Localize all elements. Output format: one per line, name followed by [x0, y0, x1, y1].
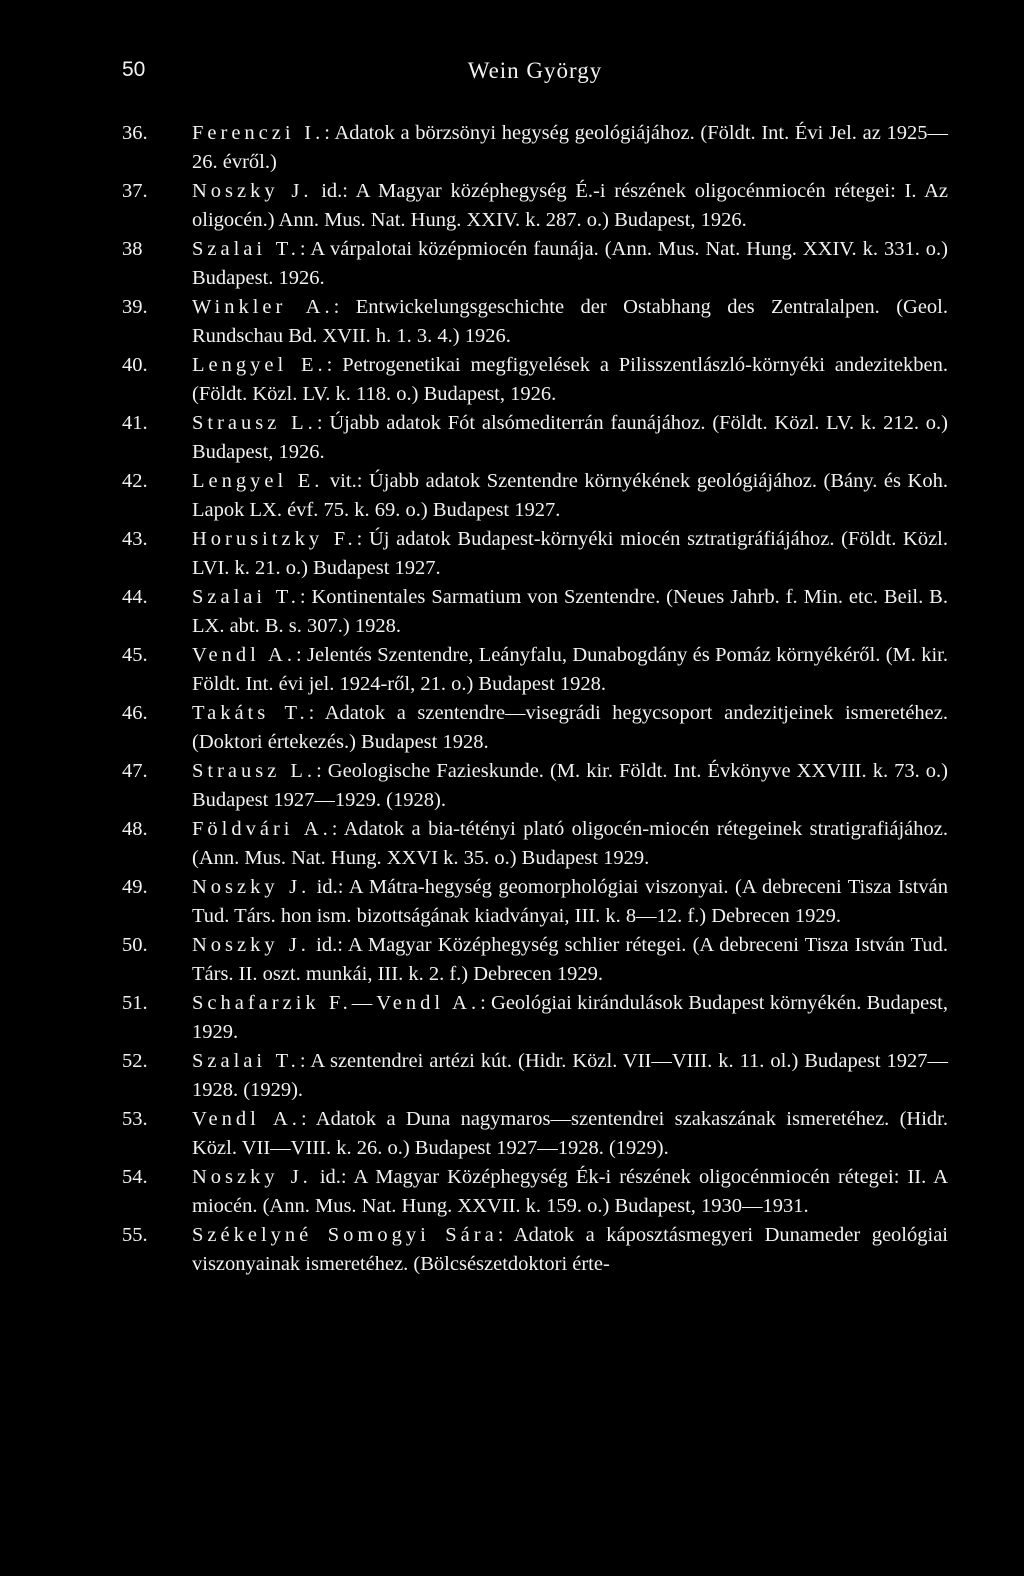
- bibliography-entry: [122, 1105, 948, 1163]
- entry-author: Takáts T.: [192, 702, 309, 724]
- entry-text: id.: A Magyar középhegység É.-i részének oligocénmiocén rétegei: I. Az oligocén.) Ann. Mus. Nat. Hung. XXIV. k. 287. o.) Budapest, 1926.: [192, 180, 949, 231]
- entry-text: vit.: Újabb adatok Szentendre környékének geológiájához. (Bány. és Koh. Lapok LX. évf. 75. k. 69. o.) Budapest 1927.: [192, 470, 948, 521]
- entry-text: : Geologische Fazieskunde. (M. kir. Földt. Int. Évkönyve XXVIII. k. 73. o.) Budapest 1927—1929. (1928).: [192, 760, 948, 811]
- entry-number: 38: [122, 238, 143, 260]
- bibliography-entry: [122, 119, 948, 177]
- bibliography-entry: [122, 699, 948, 757]
- bibliography-entry: [122, 757, 948, 815]
- entry-author: Szalai T.: [192, 1050, 300, 1072]
- entry-text: : Adatok a Duna nagymaros—szentendrei szakaszának ismeretéhez. (Hidr. Közl. VII—VIII. k. 26. o.) Budapest 1927—1928. (1929).: [192, 1108, 948, 1159]
- page-number: 50: [122, 58, 146, 81]
- entry-text: : A várpalotai középmiocén faunája. (Ann. Mus. Nat. Hung. XXIV. k. 331. o.) Budapest. 1926.: [192, 238, 948, 289]
- entry-author: Lengyel E.: [192, 354, 327, 376]
- entry-author: Strausz L.: [192, 760, 317, 782]
- entry-text: : Adatok a bia-tétényi plató oligocén-miocén rétegeinek stratigrafiájához. (Ann. Mus. Nat. Hung. XXVI k. 35. o.) Budapest 1929.: [192, 818, 948, 869]
- entry-text: : Petrogenetikai megfigyelések a Pilisszentlászló-környéki andezitekben. (Földt. Közl. LV. k. 118. o.) Budapest, 1926.: [192, 354, 948, 405]
- entry-text: : Entwickelungsgeschichte der Ostabhang des Zentralalpen. (Geol. Rundschau Bd. XVII. h. 1. 3. 4.) 1926.: [192, 296, 948, 347]
- entry-number: 46.: [122, 702, 148, 724]
- entry-number: 52.: [122, 1050, 148, 1072]
- entry-author: Lengyel E.: [192, 470, 324, 492]
- bibliography-entry: [122, 177, 948, 235]
- entry-author: Noszky J.: [192, 934, 310, 956]
- running-head: Wein György: [467, 58, 603, 83]
- entry-text: : Új adatok Budapest-környéki miocén sztratigráfiájához. (Földt. Közl. LVI. k. 21. o.) Budapest 1927.: [192, 528, 948, 579]
- bibliography-entry: [122, 641, 948, 699]
- entry-number: 47.: [122, 760, 148, 782]
- entry-number: 50.: [122, 934, 148, 956]
- bibliography-entry: [122, 815, 948, 873]
- bibliography-entry: [122, 351, 948, 409]
- entry-number: 49.: [122, 876, 148, 898]
- entry-number: 55.: [122, 1224, 148, 1246]
- bibliography-entry: [122, 235, 948, 293]
- bibliography-entry: [122, 873, 948, 931]
- entry-author: Strausz L.: [192, 412, 317, 434]
- entry-author: Noszky J.: [192, 180, 313, 202]
- entry-number: 44.: [122, 586, 148, 608]
- entry-number: 39.: [122, 296, 148, 318]
- bibliography-entry: [122, 467, 948, 525]
- entry-author: Vendl A.: [192, 644, 296, 666]
- page-header: [122, 58, 948, 92]
- entry-author: Földvári A.: [192, 818, 332, 840]
- entry-number: 41.: [122, 412, 148, 434]
- entry-text: id.: A Magyar Középhegység schlier rétegei. (A debreceni Tisza István Tud. Társ. II. oszt. munkái, III. k. 2. f.) Debrecen 1929.: [192, 934, 948, 985]
- entry-author: Ferenczi I.: [192, 122, 325, 144]
- entry-author: Horusitzky F.: [192, 528, 357, 550]
- entry-number: 36.: [122, 122, 148, 144]
- entry-number: 45.: [122, 644, 148, 666]
- entry-author: Székelyné Somogyi Sára: [192, 1224, 498, 1246]
- entry-text: : Adatok a börzsönyi hegység geológiájához. (Földt. Int. Évi Jel. az 1925—26. évről.): [192, 122, 948, 173]
- bibliography-entry: [122, 409, 948, 467]
- entry-number: 37.: [122, 180, 148, 202]
- entry-author: Szalai T.: [192, 586, 300, 608]
- entry-text: : Jelentés Szentendre, Leányfalu, Dunabogdány és Pomáz környékéről. (M. kir. Földt. Int. évi jel. 1924-ről, 21. o.) Budapest 1928.: [192, 644, 948, 695]
- bibliography-list: [122, 119, 948, 1279]
- entry-text: : A szentendrei artézi kút. (Hidr. Közl. VII—VIII. k. 11. ol.) Budapest 1927—1928. (1929).: [192, 1050, 948, 1101]
- bibliography-entry: [122, 1221, 948, 1279]
- bibliography-entry: [122, 293, 948, 351]
- entry-number: 54.: [122, 1166, 148, 1188]
- bibliography-entry: [122, 931, 948, 989]
- entry-text: : Kontinentales Sarmatium von Szentendre. (Neues Jahrb. f. Min. etc. Beil. B. LX. abt. B. s. 307.) 1928.: [192, 586, 948, 637]
- bibliography-entry: [122, 525, 948, 583]
- entry-number: 51.: [122, 992, 148, 1014]
- entry-text: : Geológiai kirándulások Budapest környékén. Budapest, 1929.: [192, 992, 949, 1043]
- entry-number: 42.: [122, 470, 148, 492]
- entry-author: Szalai T.: [192, 238, 300, 260]
- entry-number: 48.: [122, 818, 148, 840]
- entry-number: 53.: [122, 1108, 148, 1130]
- entry-text: id.: A Mátra-hegység geomorphológiai viszonyai. (A debreceni Tisza István Tud. Társ. hon ism. bizottságának kiadványai, III. k. 8—12. f.) Debrecen 1929.: [192, 876, 948, 927]
- entry-text: : Adatok a szentendre—visegrádi hegycsoport andezitjeinek ismeretéhez. (Doktori értekezés.) Budapest 1928.: [192, 702, 948, 753]
- entry-number: 40.: [122, 354, 148, 376]
- bibliography-entry: [122, 1163, 948, 1221]
- entry-author: Noszky J.: [192, 1166, 312, 1188]
- entry-author: Schafarzik F.—Vendl A.: [192, 992, 481, 1014]
- bibliography-entry: [122, 989, 948, 1047]
- entry-text: : Adatok a káposztásmegyeri Dunameder geológiai viszonyainak ismeretéhez. (Bölcsészetdoktori érte-: [192, 1224, 948, 1275]
- entry-number: 43.: [122, 528, 148, 550]
- bibliography-entry: [122, 1047, 948, 1105]
- entry-text: id.: A Magyar Középhegység Ék-i részének oligocénmiocén rétegei: II. A miocén. (Ann. Mus. Nat. Hung. XXVII. k. 159. o.) Budapest, 1930—1931.: [192, 1166, 948, 1217]
- entry-author: Noszky J.: [192, 876, 311, 898]
- entry-author: Winkler A.: [192, 296, 334, 318]
- bibliography-entry: [122, 583, 948, 641]
- entry-text: : Újabb adatok Fót alsómediterrán faunájához. (Földt. Közl. LV. k. 212. o.) Budapest, 1926.: [192, 412, 948, 463]
- entry-author: Vendl A.: [192, 1108, 301, 1130]
